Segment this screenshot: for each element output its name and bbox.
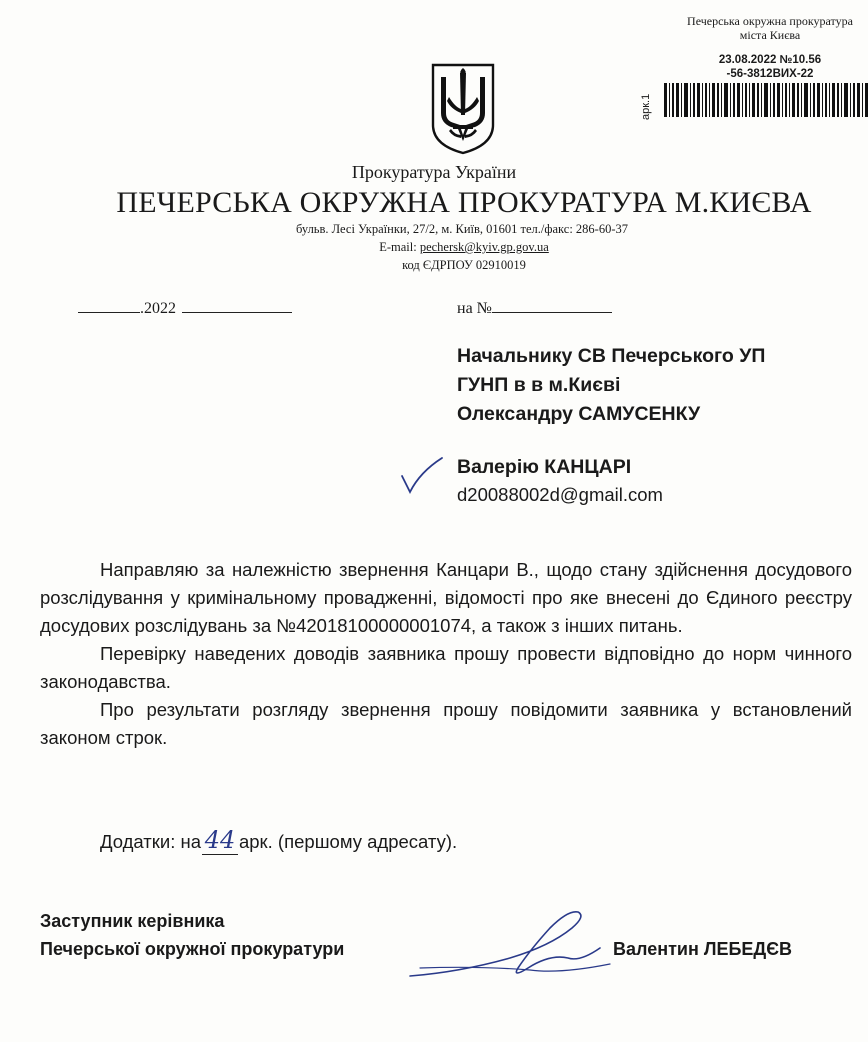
recipient-line-2: ГУНП в в м.Києві — [457, 374, 621, 396]
ministry-name: Прокуратура України — [351, 162, 517, 182]
registration-number-line1: 23.08.2022 №10.56 — [718, 54, 822, 66]
registration-number-line2: -56-3812ВИХ-22 — [726, 68, 814, 80]
edrpou-code: код ЄДРПОУ 02910019 — [402, 258, 526, 272]
signer-position-line-2: Печерської окружної прокуратури — [40, 939, 345, 959]
sheet-label: арк.1 — [640, 93, 652, 120]
organization-email-link[interactable]: pechersk@kyiv.gp.gov.ua — [419, 240, 549, 254]
attachments-suffix: арк. (першому адресату). — [238, 831, 458, 852]
stamp-organization: Печерська окружна прокуратура — [687, 14, 853, 28]
body-paragraph-2: Перевірку наведених доводів заявника прошу провести відповідно до норм чинного законодавства. — [40, 643, 852, 692]
attachments-prefix: Додатки: на — [100, 831, 201, 852]
recipient-applicant-email: d20088002d@gmail.com — [457, 484, 663, 505]
handwritten-signature — [400, 898, 620, 998]
body-paragraph-3: Про результати розгляду звернення прошу повідомити заявника у встановлений законом строк. — [40, 699, 852, 748]
outgoing-number-blank — [182, 298, 292, 313]
email-label: E-mail: — [379, 240, 417, 254]
date-year: .2022 — [140, 300, 176, 317]
signer-name: Валентин ЛЕБЕДЄВ — [613, 939, 793, 959]
coat-of-arms-icon — [431, 63, 495, 155]
reference-number-field — [457, 298, 612, 318]
recipient-applicant-name: Валерію КАНЦАРІ — [457, 456, 632, 478]
stamp-city: міста Києва — [739, 28, 801, 42]
reference-label: на № — [457, 300, 492, 317]
outgoing-date-field — [78, 298, 292, 318]
signer-position-line-1: Заступник керівника — [40, 911, 225, 931]
registration-stamp-organization — [660, 14, 868, 42]
handwritten-checkmark-icon — [396, 456, 446, 496]
reference-number-blank — [492, 298, 612, 313]
letter-body — [40, 556, 852, 752]
organization-address: бульв. Лесі Українки, 27/2, м. Київ, 01601 тел./факс: 286-60-37 — [295, 222, 628, 236]
registration-number — [660, 53, 868, 81]
body-paragraph-1: Направляю за належністю звернення Канцари В., щодо стану здійснення досудового розслідування у кримінальному провадженні, відомості про яке внесені до Єдиного реєстру досудових розслідувань за №42018100000001074, а також з інших питань. — [40, 559, 852, 636]
date-day-blank — [78, 298, 140, 313]
attachments-sheet-count: 44 — [202, 826, 238, 855]
barcode — [664, 83, 868, 117]
recipient-line-3: Олександру САМУСЕНКУ — [457, 403, 701, 425]
attachments-line — [100, 826, 457, 855]
organization-email-line — [0, 240, 868, 255]
organization-title: ПЕЧЕРСЬКА ОКРУЖНА ПРОКУРАТУРА М.КИЄВА — [116, 186, 812, 219]
recipient-line-1: Начальнику СВ Печерського УП — [457, 345, 766, 367]
